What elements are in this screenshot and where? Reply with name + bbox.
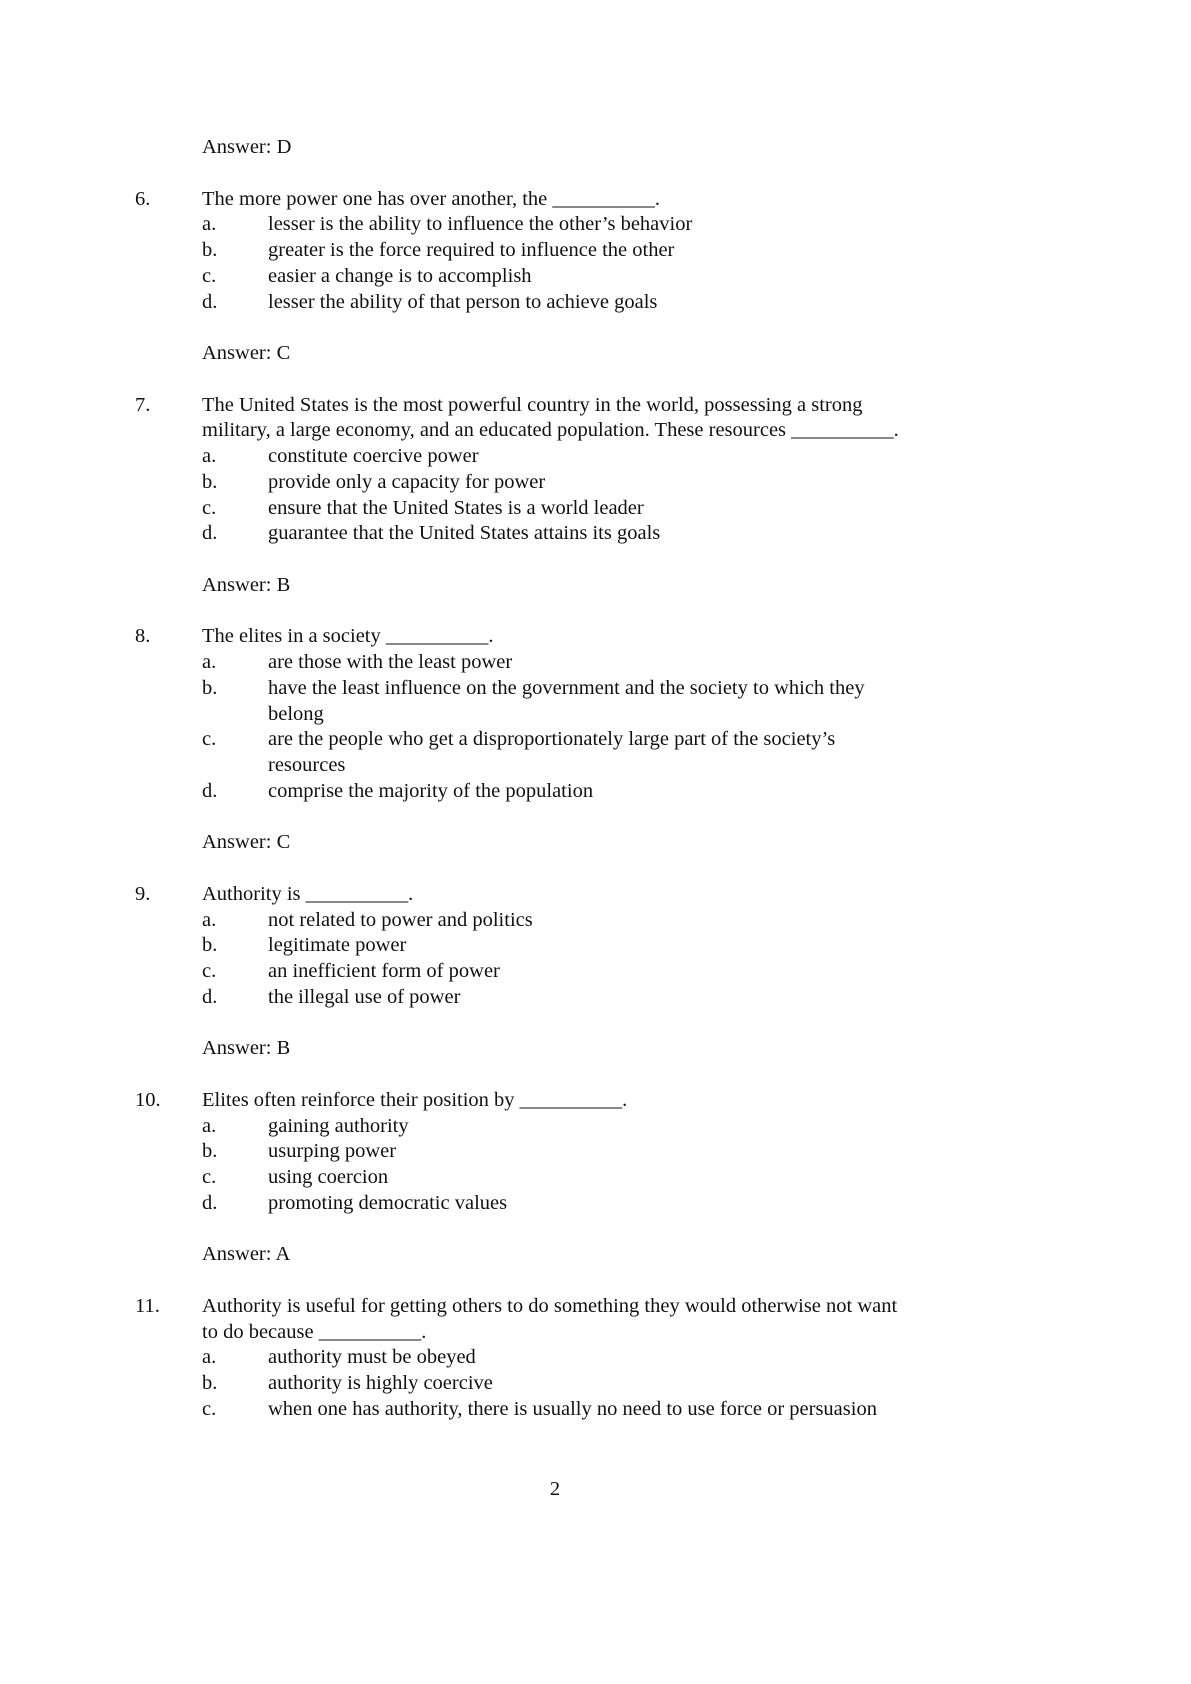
option-line (0, 727, 1191, 753)
option-text: an inefficient form of power (268, 960, 500, 982)
option-text: using coercion (268, 1166, 389, 1188)
option-text: guarantee that the United States attains its goals (268, 522, 661, 545)
question-stem-line (0, 882, 1191, 908)
question-number: 6. (135, 187, 151, 210)
answer-line: Answer: B (202, 573, 291, 596)
option-line (0, 908, 1191, 934)
question-block (0, 624, 1191, 804)
blank-line (0, 161, 1191, 187)
option-line (0, 1191, 1191, 1217)
question-stem-line (0, 393, 1191, 419)
option-letter: d. (202, 985, 218, 1008)
question-stem-text: The more power one has over another, the __________. (202, 187, 661, 210)
option-text: resources (268, 754, 346, 776)
option-line (0, 496, 1191, 522)
answer-line: Answer: C (202, 831, 291, 854)
question-number: 9. (135, 882, 151, 905)
option-text: belong (268, 702, 324, 725)
answer-line: Answer: C (202, 342, 291, 364)
question-stem-text: military, a large economy, and an educated population. These resources __________. (202, 419, 899, 442)
question-stem-text: Authority is __________. (202, 882, 414, 905)
option-text: when one has authority, there is usually no need to use force or persuasion (268, 1397, 877, 1420)
option-letter: a. (202, 213, 217, 236)
document-body (0, 135, 1191, 1423)
option-line (0, 676, 1191, 702)
question-stem-text: The United States is the most powerful country in the world, possessing a strong (202, 393, 863, 416)
answer-line: Answer: A (202, 1243, 291, 1266)
option-text: constitute coercive power (268, 445, 479, 467)
blank-line (0, 1011, 1191, 1037)
question-block (0, 187, 1191, 316)
option-line (0, 702, 1191, 728)
option-text: not related to power and politics (268, 908, 533, 931)
blank-line (0, 547, 1191, 573)
option-text: the illegal use of power (268, 985, 461, 1008)
option-letter: c. (202, 496, 217, 519)
question-block (0, 882, 1191, 1011)
option-text: greater is the force required to influence the other (268, 239, 675, 261)
option-line (0, 212, 1191, 238)
option-text: usurping power (268, 1140, 397, 1163)
option-line (0, 1371, 1191, 1397)
option-letter: b. (202, 676, 218, 699)
question-block (0, 1294, 1191, 1423)
question-stem-line (0, 1294, 1191, 1320)
option-text: ensure that the United States is a world leader (268, 496, 644, 519)
question-block (0, 1088, 1191, 1217)
option-text: legitimate power (268, 934, 407, 957)
option-line (0, 985, 1191, 1011)
question-number: 10. (135, 1088, 161, 1111)
option-line (0, 1397, 1191, 1423)
option-text: authority must be obeyed (268, 1346, 476, 1369)
option-line (0, 959, 1191, 985)
option-line (0, 650, 1191, 676)
option-letter: b. (202, 1140, 218, 1163)
option-line (0, 290, 1191, 316)
blank-line (0, 1062, 1191, 1088)
question-stem-text: Elites often reinforce their position by __________. (202, 1088, 628, 1111)
option-letter: b. (202, 470, 218, 493)
page-number: 2 (549, 1478, 561, 1500)
blank-line (0, 367, 1191, 393)
option-letter: c. (202, 960, 217, 982)
option-letter: c. (202, 1397, 217, 1420)
answer-line: Answer: B (202, 1037, 291, 1060)
option-line (0, 444, 1191, 470)
option-letter: d. (202, 1191, 218, 1214)
question-stem-line (0, 1320, 1191, 1346)
question-stem-text: The elites in a society __________. (202, 625, 494, 648)
option-letter: d. (202, 522, 218, 545)
option-line (0, 933, 1191, 959)
question-stem-text: to do because __________. (202, 1320, 427, 1343)
option-text: have the least influence on the government and the society to which they (268, 676, 865, 699)
option-letter: c. (202, 728, 217, 751)
option-letter: b. (202, 934, 218, 957)
option-text: easier a change is to accomplish (268, 264, 532, 287)
option-text: gaining authority (268, 1114, 409, 1137)
option-text: provide only a capacity for power (268, 470, 546, 493)
question-number: 7. (135, 393, 151, 416)
blank-line (0, 315, 1191, 341)
question-block (0, 393, 1191, 548)
option-line (0, 238, 1191, 264)
option-letter: a. (202, 908, 217, 931)
option-text: comprise the majority of the population (268, 779, 594, 802)
option-line (0, 470, 1191, 496)
option-letter: a. (202, 651, 217, 673)
blank-line (0, 805, 1191, 831)
option-letter: b. (202, 1372, 218, 1394)
option-line (0, 1165, 1191, 1191)
question-stem-text: Authority is useful for getting others to do something they would otherwise not want (202, 1294, 898, 1317)
option-text: lesser the ability of that person to achieve goals (268, 290, 658, 313)
option-line (0, 779, 1191, 805)
option-text: are those with the least power (268, 651, 513, 673)
option-letter: a. (202, 445, 217, 467)
blank-line (0, 1268, 1191, 1294)
option-line (0, 1139, 1191, 1165)
option-line (0, 753, 1191, 779)
option-letter: d. (202, 290, 218, 313)
option-letter: b. (202, 239, 218, 261)
blank-line (0, 856, 1191, 882)
option-letter: c. (202, 264, 217, 287)
option-text: are the people who get a disproportionately large part of the society’s (268, 728, 836, 751)
answer-line: Answer: D (202, 136, 292, 158)
question-number: 8. (135, 625, 151, 648)
option-line (0, 1114, 1191, 1140)
option-letter: d. (202, 779, 218, 802)
option-line (0, 1345, 1191, 1371)
option-letter: a. (202, 1346, 217, 1369)
option-text: authority is highly coercive (268, 1372, 493, 1394)
question-stem-line (0, 624, 1191, 650)
option-letter: c. (202, 1166, 217, 1188)
option-text: promoting democratic values (268, 1191, 508, 1214)
option-text: lesser is the ability to influence the other’s behavior (268, 213, 693, 236)
question-stem-line (0, 1088, 1191, 1114)
blank-line (0, 599, 1191, 625)
question-number: 11. (135, 1294, 160, 1317)
blank-line (0, 1217, 1191, 1243)
option-line (0, 521, 1191, 547)
option-letter: a. (202, 1114, 217, 1137)
option-line (0, 264, 1191, 290)
question-stem-line (0, 187, 1191, 213)
question-stem-line (0, 418, 1191, 444)
